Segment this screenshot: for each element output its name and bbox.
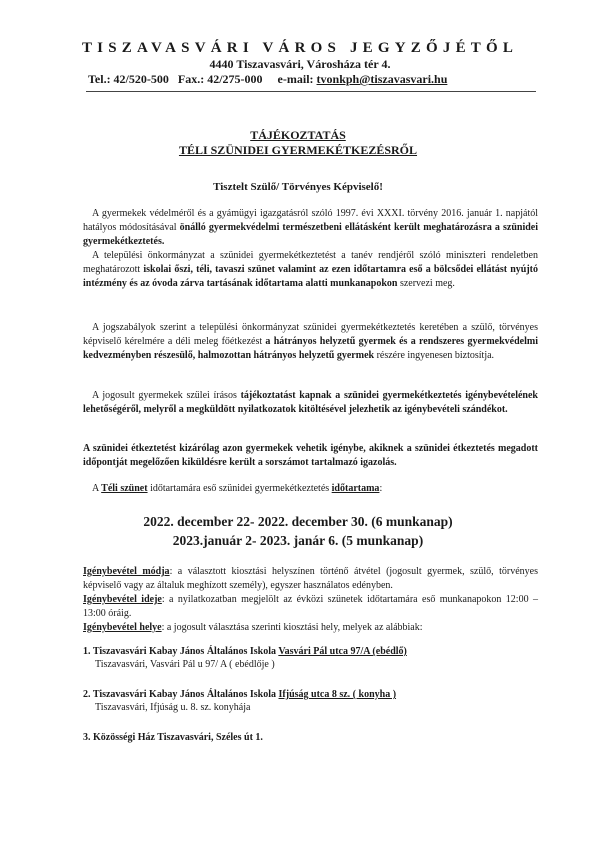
office-contact bbox=[88, 72, 548, 87]
usage-place: Igénybevétel helye: a jogosult választása szerinti kiosztási hely, melyek az alábbiak: bbox=[83, 622, 423, 633]
document-subtitle: TÉLI SZÜNIDEI GYERMEKÉTKEZÉSRŐL bbox=[178, 143, 418, 157]
email-label: e-mail: bbox=[277, 72, 314, 86]
fax-number: Fax.: 42/275-000 bbox=[177, 72, 263, 86]
usage-time: Igénybevétel ideje: a nyilatkozatban megjelölt az évközi szünetek időtartamára eső munkanapokon 12:00 – 13:00 óráig. bbox=[83, 594, 538, 619]
paragraph-6: A Téli szünet időtartamára eső szünidei gyermekétkeztetés időtartama: bbox=[92, 483, 383, 494]
paragraph-5: A szünidei étkeztetést kizárólag azon gyermekek vehetik igénybe, akiknek a szünidei étkeztetés megadott időpontját megelőzően kiküldésre került a sorszámot tartalmazó igazolás. bbox=[83, 443, 538, 468]
phone-number: Tel.: 42/520-500 bbox=[88, 72, 169, 86]
header-divider bbox=[86, 91, 536, 92]
date-range-january: 2023.január 2- 2023. janár 6. (5 munkanap) bbox=[172, 533, 424, 548]
email-address: tvonkph@tiszavasvari.hu bbox=[316, 72, 448, 86]
location-item-1: 1. Tiszavasvári Kabay János Általános Iskola Vasvári Pál utca 97/A (ebédlő) Tiszavasvári, Vasvári Pál u 97/ A ( ebédlője ) bbox=[83, 646, 407, 670]
location-item-2: 2. Tiszavasvári Kabay János Általános Iskola Ifjúság utca 8 sz. ( konyha ) Tiszavasvári, Ifjúság u. 8. sz. konyhája bbox=[83, 689, 397, 713]
usage-mode: Igénybevétel módja: a választott kiosztási helyszínen történő átvétel (jogosult gyermek, szülő, törvényes képviselő vagy az általuk meghízott személy), egyszer használatos edényben. bbox=[83, 566, 538, 591]
paragraph-1: A gyermekek védelméről és a gyámügyi igazgatásról szóló 1997. évi XXXI. törvény 2016. január 1. napjától hatályos módosításával önálló gyermekvédelmi természetbeni ellátásként került meghatározásra a szünidei gyermekétkeztetés. bbox=[83, 208, 538, 247]
date-range-december: 2022. december 22- 2022. december 30. (6 munkanap) bbox=[143, 514, 453, 529]
location-item-3: 3. Közösségi Ház Tiszavasvári, Széles út 1. bbox=[83, 732, 263, 743]
document-title: TÁJÉKOZTATÁS bbox=[250, 128, 346, 142]
paragraph-4: A jogosult gyermekek szülei írásos tájékoztatást kapnak a szünidei gyermekétkeztetés igénybevételének lehetőségéről, melyről a megküldött nyilatkozatok kitöltésével jelezhetik az igénybevételi szándékot. bbox=[83, 390, 538, 415]
office-title: TISZAVASVÁRI VÁROS JEGYZŐJÉTŐL bbox=[81, 40, 519, 56]
paragraph-3: A jogszabályok szerint a települési önkormányzat szünidei gyermekétkeztetés keretében a szülő, törvényes képviselő kérelmére a déli meleg főétkezést a hátrányos helyzetű gyermek és a rendszeres gyermekvédelmi kedvezményben részesülő, halmozottan hátrányos helyzetű gyermek részére ingyenesen biztosítja. bbox=[83, 322, 538, 361]
office-address: 4440 Tiszavasvári, Városháza tér 4. bbox=[209, 57, 391, 71]
paragraph-2: A települési önkormányzat a szünidei gyermekétkeztetést a tanév rendjéről szóló miniszteri rendeletben meghatározott iskolai őszi, téli, tavaszi szünet valamint az ezen időtartamra eső a bölcsődei ellátást nyújtó intézmény és az óvoda zárva tartásának időtartama alatti munkanapokon szervezi meg. bbox=[83, 250, 539, 289]
greeting: Tisztelt Szülő/ Törvényes Képviselő! bbox=[213, 181, 383, 193]
